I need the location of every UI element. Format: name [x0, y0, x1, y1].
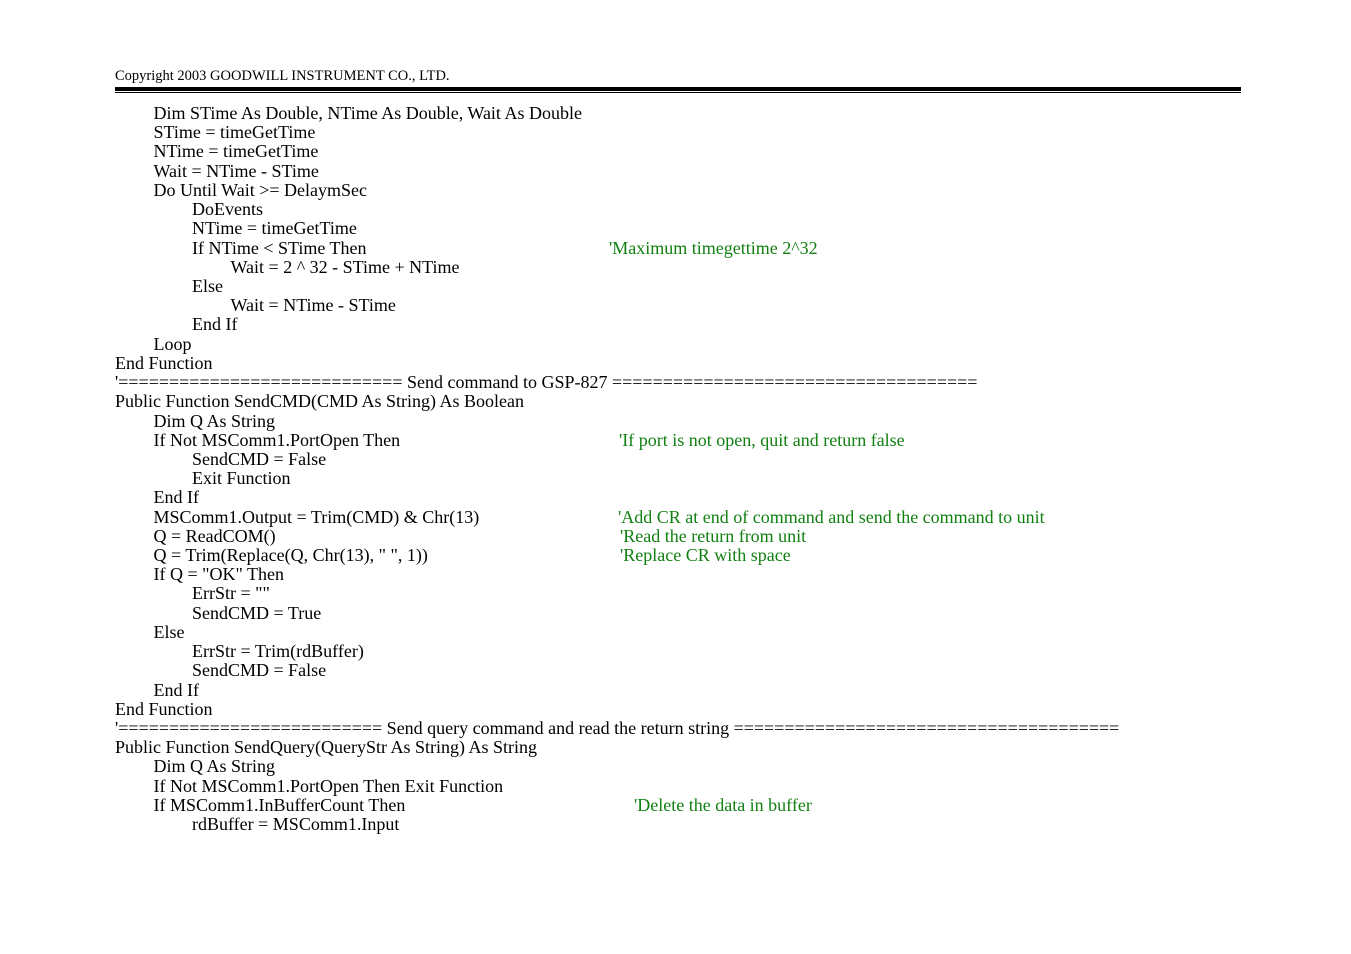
code-line	[115, 104, 1245, 123]
code-comment: 'Read the return from unit	[620, 525, 807, 546]
code-statement: If Q = "OK" Then	[153, 564, 284, 585]
code-statement: Wait = NTime - STime	[153, 160, 319, 181]
code-line	[115, 777, 1245, 796]
code-line	[115, 527, 1245, 546]
code-line	[115, 738, 1245, 757]
code-statement: If MSComm1.InBufferCount Then	[153, 794, 406, 815]
code-line	[115, 296, 1245, 315]
code-line	[115, 796, 1245, 815]
code-statement: Public Function SendCMD(CMD As String) As Boolean	[115, 391, 525, 412]
code-line	[115, 181, 1245, 200]
code-statement: '============================ Send command to GSP-827 ====================================	[115, 372, 978, 393]
code-statement: End Function	[115, 352, 213, 373]
code-line	[115, 315, 1245, 334]
code-statement: NTime = timeGetTime	[153, 141, 319, 162]
code-line	[115, 431, 1245, 450]
code-statement: SendCMD = False	[192, 448, 327, 469]
code-line	[115, 123, 1245, 142]
code-line	[115, 757, 1245, 776]
header-rule-thick	[115, 87, 1241, 91]
code-line	[115, 815, 1245, 834]
code-statement: End If	[192, 314, 238, 335]
code-line	[115, 565, 1245, 584]
code-statement: rdBuffer = MSComm1.Input	[192, 814, 400, 835]
code-line	[115, 142, 1245, 161]
code-statement: Dim Q As String	[153, 756, 276, 777]
code-comment: 'Delete the data in buffer	[634, 794, 812, 815]
code-line	[115, 239, 1245, 258]
code-line	[115, 546, 1245, 565]
code-statement: Else	[192, 275, 223, 296]
code-line	[115, 604, 1245, 623]
code-line	[115, 469, 1245, 488]
code-statement: ErrStr = Trim(rdBuffer)	[192, 641, 364, 662]
code-statement: ErrStr = ""	[192, 583, 270, 604]
code-statement: Do Until Wait >= DelaymSec	[153, 179, 367, 200]
code-statement: '========================== Send query command and read the return string ======================================	[115, 718, 1120, 738]
code-line	[115, 373, 1245, 392]
header-rule-thin	[115, 92, 1241, 93]
code-comment: 'Add CR at end of command and send the command to unit	[618, 506, 1045, 527]
code-line	[115, 162, 1245, 181]
code-statement: SendCMD = True	[192, 602, 322, 623]
code-line	[115, 700, 1245, 719]
copyright-header: Copyright 2003 GOODWILL INSTRUMENT CO., LTD.	[115, 68, 450, 84]
code-line	[115, 219, 1245, 238]
code-statement: Wait = NTime - STime	[230, 295, 396, 316]
code-line	[115, 623, 1245, 642]
code-statement: Else	[153, 621, 185, 642]
code-comment: 'If port is not open, quit and return false	[619, 429, 905, 450]
code-statement: End If	[153, 487, 199, 508]
code-comment: 'Replace CR with space	[620, 545, 791, 566]
code-line	[115, 354, 1245, 373]
code-line	[115, 642, 1245, 661]
code-statement: If NTime < STime Then	[192, 237, 367, 258]
code-line	[115, 488, 1245, 507]
code-statement: NTime = timeGetTime	[192, 218, 357, 239]
code-line	[115, 412, 1245, 431]
code-statement: End If	[153, 679, 199, 700]
code-line	[115, 335, 1245, 354]
code-line	[115, 392, 1245, 411]
code-listing	[115, 104, 1245, 834]
code-statement: Loop	[153, 333, 192, 354]
code-statement: MSComm1.Output = Trim(CMD) & Chr(13)	[153, 506, 480, 527]
code-statement: Dim STime As Double, NTime As Double, Wait As Double	[153, 103, 582, 123]
code-statement: DoEvents	[192, 199, 263, 220]
code-statement: Wait = 2 ^ 32 - STime + NTime	[230, 256, 460, 277]
code-line	[115, 200, 1245, 219]
code-comment: 'Maximum timegettime 2^32	[609, 237, 818, 258]
code-line	[115, 661, 1245, 680]
code-line	[115, 258, 1245, 277]
code-statement: Q = Trim(Replace(Q, Chr(13), " ", 1))	[153, 545, 428, 566]
code-line	[115, 508, 1245, 527]
code-statement: Q = ReadCOM()	[153, 525, 276, 546]
code-line	[115, 681, 1245, 700]
code-line	[115, 277, 1245, 296]
code-statement: Exit Function	[192, 468, 291, 489]
code-line	[115, 719, 1245, 738]
code-line	[115, 450, 1245, 469]
code-statement: If Not MSComm1.PortOpen Then Exit Function	[153, 775, 504, 796]
code-statement: Public Function SendQuery(QueryStr As String) As String	[115, 737, 537, 758]
code-statement: If Not MSComm1.PortOpen Then	[153, 429, 401, 450]
code-statement: SendCMD = False	[192, 660, 327, 681]
code-statement: Dim Q As String	[153, 410, 276, 431]
code-statement: End Function	[115, 698, 213, 719]
code-line	[115, 584, 1245, 603]
code-statement: STime = timeGetTime	[153, 122, 316, 143]
